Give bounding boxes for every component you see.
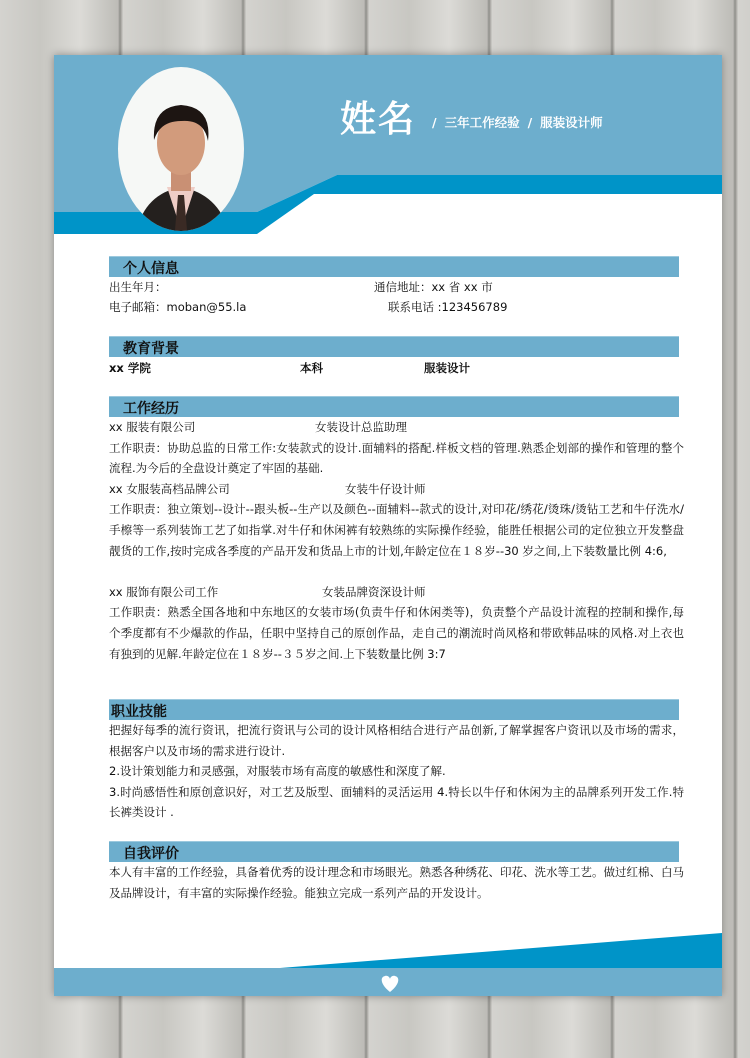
skills-list <box>109 720 684 823</box>
job-duty: 工作职责：协助总监的日常工作:女装款式的设计.面辅料的搭配.样板文档的管理.熟悉企划部的操作和管理的整个流程.为今后的全盘设计奠定了牢固的基础. <box>109 440 684 476</box>
header-subtitle: / 三年工作经验 / 服装设计师 <box>432 115 603 130</box>
skill-item: 3.时尚感悟性和原创意识好，对工艺及版型、面辅料的灵活运用 4.特长以牛仔和休闲为主的品牌系列开发工作.特长裤类设计 . <box>109 784 684 820</box>
phone: 联系电话 :123456789 <box>388 300 508 314</box>
section-header-work: 工作经历 <box>109 396 679 417</box>
section-header-skills: 职业技能 <box>109 699 679 720</box>
address: 通信地址：xx 省 xx 市 <box>374 280 493 294</box>
job-duty: 工作职责：熟悉全国各地和中东地区的女装市场(负责牛仔和休闲类等)，负责整个产品设计流程的控制和操作,每个季度都有不少爆款的作品，任职中坚持自己的原创作品，走自己的潮流时尚风格和带欧韩品味的风格.对上衣也有独到的见解.年龄定位在１８岁--３５岁之间.上下装数量比例 3:7 <box>109 605 684 661</box>
work-list <box>109 417 684 664</box>
job-item: xx 女服装高档品牌公司 女装牛仔设计师 <box>109 481 426 496</box>
school: xx 学院 <box>109 361 151 375</box>
experience-years: 三年工作经验 <box>444 115 520 130</box>
skill-item: 把握好每季的流行资讯，把流行资讯与公司的设计风格相结合进行产品创新,了解掌握客户资讯以及市场的需求，根据客户以及市场的需求进行设计. <box>109 723 684 758</box>
major: 服装设计 <box>424 361 470 375</box>
self-evaluation: 本人有丰富的工作经验，具备着优秀的设计理念和市场眼光。熟悉各种绣花、印花、洗水等工艺。做过红棉、白马及品牌设计，有丰富的实际操作经验。能独立完成一系列产品的开发设计。 <box>109 865 684 900</box>
job-item: xx 服装有限公司 女装设计总监助理 <box>109 420 407 434</box>
birth-date: 出生年月： <box>109 280 167 294</box>
resume-page <box>54 55 722 996</box>
degree: 本科 <box>300 361 323 375</box>
section-header-personal: 个人信息 <box>109 256 679 277</box>
job-item: xx 服饰有限公司工作 女装品牌资深设计师 <box>109 584 426 599</box>
candidate-name: 姓名 <box>340 99 417 140</box>
section-header-self-evaluation: 自我评价 <box>109 841 679 862</box>
header-banner <box>54 55 722 245</box>
skill-item: 2.设计策划能力和灵感强，对服装市场有高度的敏感性和深度了解. <box>109 764 446 779</box>
footer-banner <box>54 925 722 996</box>
job-duty: 工作职责：独立策划--设计--跟头板--生产以及颜色--面辅料--款式的设计,对印花/绣花/烫珠/烫钻工艺和牛仔洗水/手檫等一系列装饰工艺了如指掌.对牛仔和休闲裤有较熟练的实际操作经验，能胜任根据公司的定位独立开发整盘靓货的工作,按时完成各季度的产品开发和货品上市的计划,年龄定位在１８岁--30 岁之间,上下装数量比例 4:6, <box>109 502 684 558</box>
email: 电子邮箱：moban@55.la <box>109 300 247 314</box>
job-title: 服装设计师 <box>540 115 603 130</box>
section-header-education: 教育背景 <box>109 336 679 357</box>
